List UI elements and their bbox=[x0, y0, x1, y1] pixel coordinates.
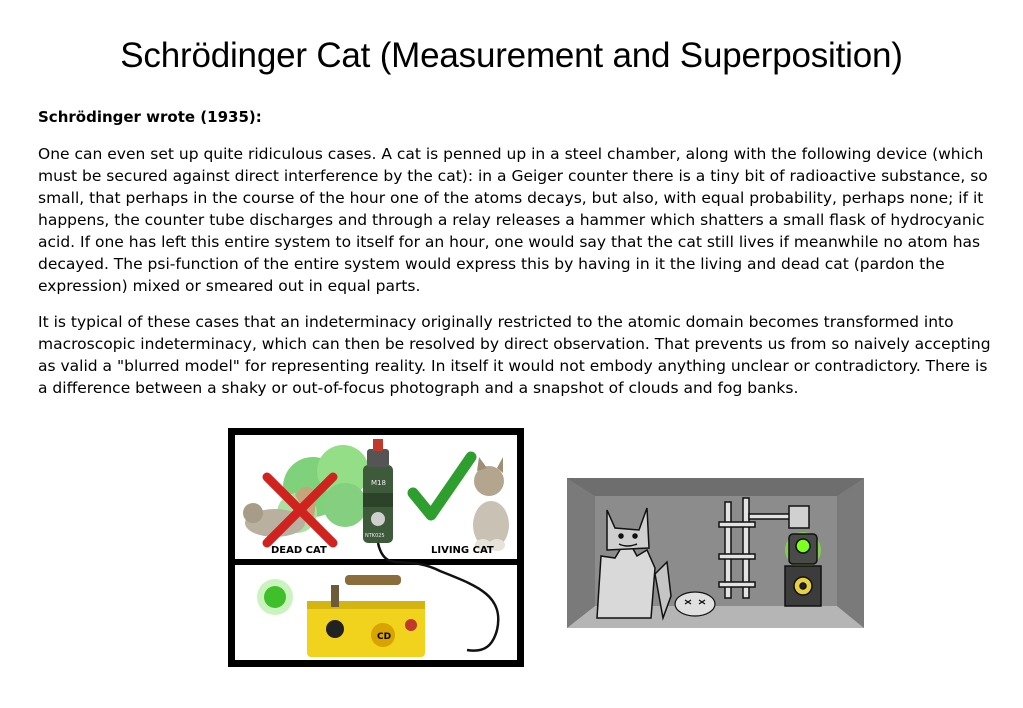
cartoon-box-illustration bbox=[567, 478, 864, 628]
canister-label: M18 bbox=[371, 479, 386, 487]
dead-cat-label: DEAD CAT bbox=[271, 545, 327, 556]
poison-canister bbox=[363, 439, 393, 543]
box-right-wall bbox=[837, 478, 864, 628]
living-cat-label: LIVING CAT bbox=[431, 545, 494, 556]
cartoon-dead-cat bbox=[675, 592, 715, 616]
quote-attribution: Schrödinger wrote (1935): bbox=[38, 108, 262, 126]
slide-title: Schrödinger Cat (Measurement and Superposition) bbox=[120, 36, 903, 75]
quote-paragraph-1: One can even set up quite ridiculous cases. A cat is penned up in a steel chamber, along with the following device (which must be secured against direct interference by the cat): in a Geiger counter there is a tiny bit of radioactive substance, so small, that perhaps in the course of the hour one of the atoms decays, but also, with equal probability, perhaps none; if it happens, the counter tube discharges and through a relay releases a hammer which shatters a small flask of hydrocyanic acid. If one has left this entire system to itself for an hour, one would say that the cat still lives if meanwhile no atom has decayed. The psi-function of the entire system would express this by having in it the living and dead cat (pardon the expression) mixed or smeared out in equal parts. bbox=[38, 145, 988, 295]
counter-badge: CD bbox=[377, 632, 392, 642]
canister-code: NTK025 bbox=[365, 533, 385, 539]
cartoon-box-drawing bbox=[567, 478, 864, 628]
quote-paragraph-2: It is typical of these cases that an indeterminacy originally restricted to the atomic domain becomes transformed into macroscopic indeterminacy, which can then be resolved by direct observation. That prevents us from so naively accepting as valid a "blurred model" for representing reality. In itself it would not embody anything unclear or contradictory. There is a difference between a shaky or out-of-focus photograph and a snapshot of clouds and fog banks. bbox=[38, 313, 991, 397]
radioactive-substance bbox=[257, 579, 293, 615]
thought-experiment-illustration bbox=[228, 428, 524, 667]
box-ceiling bbox=[567, 478, 864, 496]
panel-divider bbox=[235, 559, 517, 565]
box-left-wall bbox=[567, 478, 595, 628]
thought-experiment-drawing bbox=[235, 435, 517, 660]
